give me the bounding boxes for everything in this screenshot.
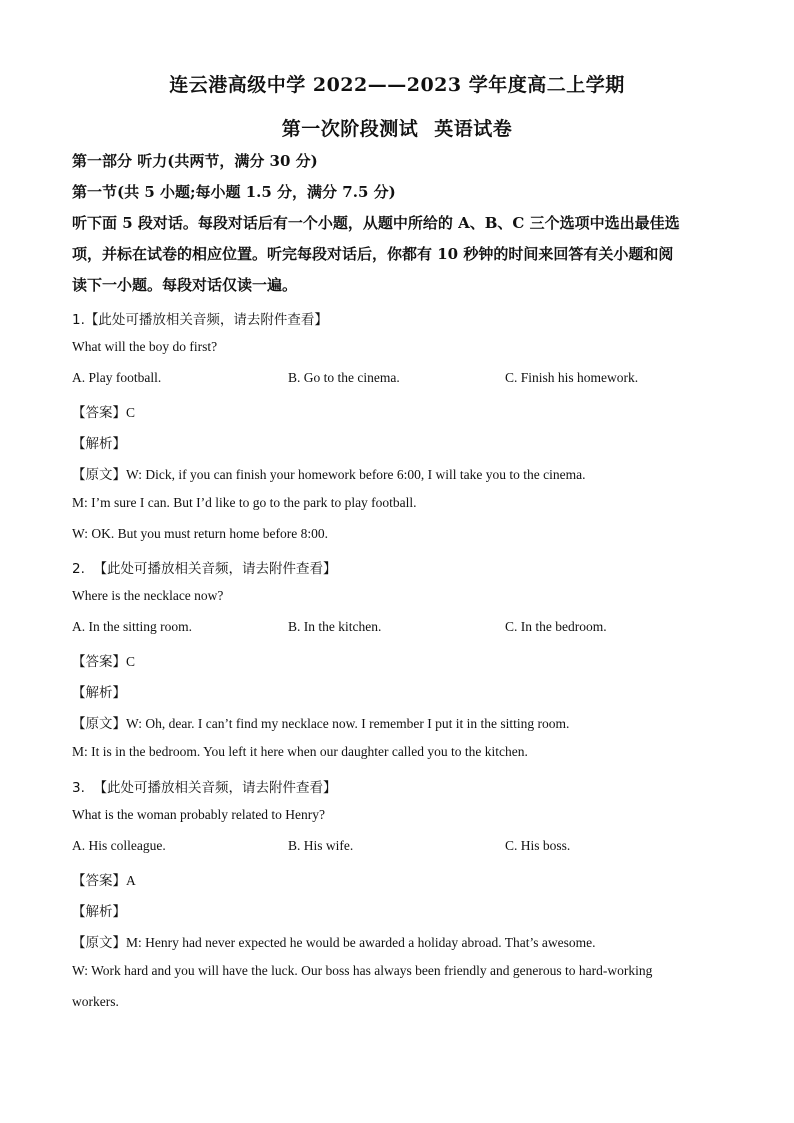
q3-transcript-line-1: [72, 931, 595, 951]
exam-stage: 第一次阶段测试: [281, 118, 419, 140]
q2-answer-tag: 【答案】: [72, 654, 126, 670]
q1-option-c: C. Finish his homework.: [505, 370, 639, 385]
q3-answer: [72, 869, 136, 889]
q2-transcript-text-1: W: Oh, dear. I can’t find my necklace now. I remember I put it in the sitting room.: [126, 716, 570, 731]
instructions-line-2: 项，并标在试卷的相应位置。听完每段对话后，你都有 10 秒钟的时间来回答有关小题和阅: [72, 245, 674, 263]
q3-answer-tag: 【答案】: [72, 873, 126, 889]
q3-prompt: What is the woman probably related to Henry?: [72, 807, 326, 822]
q2-transcript-line-2: M: It is in the bedroom. You left it here when our daughter called you to the kitchen.: [72, 744, 528, 759]
q1-number: 1.: [72, 312, 85, 328]
q2-prompt: Where is the necklace now?: [72, 588, 224, 603]
q2-audio-link[interactable]: 【此处可播放相关音频，请去附件查看】: [93, 561, 337, 577]
q1-prompt: What will the boy do first?: [72, 339, 218, 354]
q3-audio-link[interactable]: 【此处可播放相关音频，请去附件查看】: [93, 780, 337, 796]
q3-transcript-tag: 【原文】: [72, 935, 126, 951]
q3-transcript-line-3: workers.: [72, 994, 119, 1009]
section-heading: 第一节(共 5 小题;每小题 1.5 分，满分 7.5 分): [72, 183, 396, 201]
q3-option-b: B. His wife.: [288, 838, 354, 853]
q3-answer-value: A: [126, 873, 136, 888]
q1-transcript-text-1: W: Dick, if you can finish your homework before 6:00, I will take you to the cinema.: [126, 467, 586, 482]
q1-transcript-line-1: [72, 463, 586, 483]
q2-option-b: B. In the kitchen.: [288, 619, 382, 634]
q3-transcript-line-2: W: Work hard and you will have the luck. Our boss has always been friendly and generous to hard-working: [72, 963, 653, 978]
q3-analysis-tag: 【解析】: [72, 904, 126, 920]
q1-answer: [72, 401, 135, 421]
q2-option-a: A. In the sitting room.: [72, 619, 192, 634]
q1-transcript-line-3: W: OK. But you must return home before 8:00.: [72, 526, 328, 541]
q1-audio-note: [72, 308, 328, 328]
q3-option-a: A. His colleague.: [72, 838, 166, 853]
q2-number: 2.: [72, 561, 85, 577]
q1-audio-link[interactable]: 【此处可播放相关音频，请去附件查看】: [84, 312, 328, 328]
q2-options: [72, 619, 722, 639]
q1-analysis-tag: 【解析】: [72, 436, 126, 452]
q2-analysis-tag: 【解析】: [72, 685, 126, 701]
q2-transcript-tag: 【原文】: [72, 716, 126, 732]
q1-transcript-tag: 【原文】: [72, 467, 126, 483]
q3-audio-note: [72, 776, 336, 796]
exam-title-line1: 连云港高级中学 2022——2023 学年度高二上学期: [169, 74, 625, 96]
q3-options: [72, 838, 722, 858]
q3-transcript-text-1: M: Henry had never expected he would be awarded a holiday abroad. That’s awesome.: [126, 935, 596, 950]
part-heading: 第一部分 听力(共两节，满分 30 分): [72, 152, 318, 170]
q2-transcript-line-1: [72, 712, 569, 732]
q1-option-a: A. Play football.: [72, 370, 162, 385]
q3-option-c: C. His boss.: [505, 838, 571, 853]
q1-answer-tag: 【答案】: [72, 405, 126, 421]
exam-subject: 英语试卷: [434, 118, 513, 140]
q1-options: [72, 370, 722, 390]
q2-audio-note: [72, 557, 336, 577]
q3-number: 3.: [72, 780, 85, 796]
q2-answer: [72, 650, 135, 670]
q1-answer-value: C: [126, 405, 136, 420]
q2-answer-value: C: [126, 654, 136, 669]
exam-title-line2: [0, 114, 794, 141]
q2-option-c: C. In the bedroom.: [505, 619, 607, 634]
q1-option-b: B. Go to the cinema.: [288, 370, 400, 385]
instructions-line-3: 读下一小题。每段对话仅读一遍。: [72, 276, 298, 294]
instructions-line-1: 听下面 5 段对话。每段对话后有一个小题，从题中所给的 A、B、C 三个选项中选出最佳选: [72, 214, 680, 232]
q1-transcript-line-2: M: I’m sure I can. But I’d like to go to the park to play football.: [72, 495, 417, 510]
